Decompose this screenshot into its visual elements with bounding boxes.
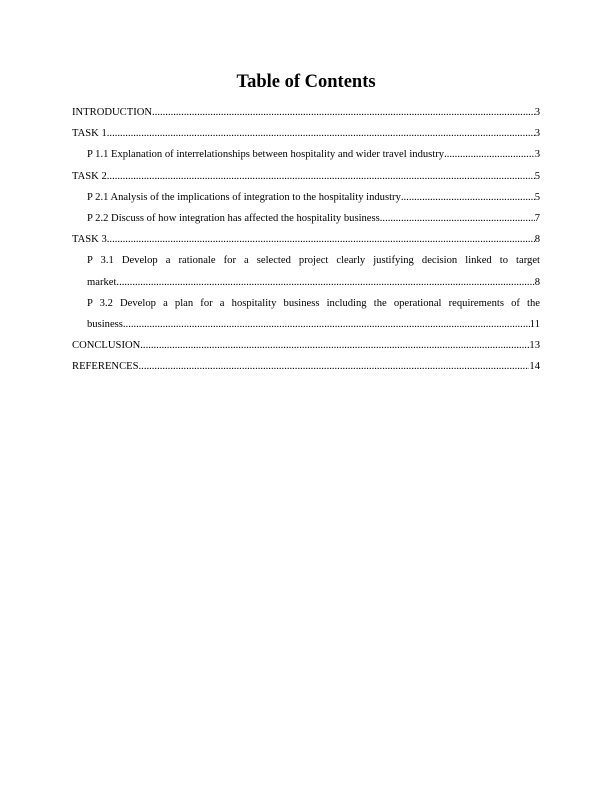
toc-entry-task-2[interactable] <box>72 166 540 187</box>
toc-entry-page: 14 <box>529 361 540 373</box>
dot-leader <box>123 314 530 335</box>
toc-entry-text: TASK 3 <box>72 234 107 246</box>
toc-entry-text-line2: business <box>87 319 123 331</box>
toc-entry-page: 7 <box>534 213 540 225</box>
dot-leader <box>140 335 529 356</box>
toc-entry-introduction[interactable] <box>72 102 540 123</box>
toc-entry-text: TASK 1 <box>72 128 107 140</box>
toc-entry-text-line1: P 3.2 Develop a plan for a hospitality business including the operational requirements of the <box>87 297 540 309</box>
toc-entry-page: 8 <box>534 234 540 246</box>
toc-entry-page: 13 <box>529 340 540 352</box>
dot-leader <box>107 229 535 250</box>
toc-entry-text: P 1.1 Explanation of interrelationships between hospitality and wider travel industry <box>87 149 445 161</box>
toc-entry-text: INTRODUCTION <box>72 107 153 118</box>
dot-leader <box>139 356 530 377</box>
dot-leader <box>152 102 535 123</box>
toc-entry-task-1[interactable] <box>72 123 540 144</box>
toc-entry-page: 3 <box>534 149 540 161</box>
toc-entry-page: 5 <box>534 170 540 182</box>
toc-list <box>72 102 540 378</box>
toc-entry-text: REFERENCES <box>72 361 139 373</box>
toc-entry-p-1-1[interactable] <box>72 144 540 165</box>
toc-title: Table of Contents <box>236 72 376 92</box>
toc-entry-page: 5 <box>534 191 540 203</box>
toc-entry-page: 3 <box>534 128 540 140</box>
toc-entry-text: TASK 2 <box>72 170 107 182</box>
toc-entry-p-2-1[interactable] <box>72 187 540 208</box>
dot-leader <box>444 144 535 165</box>
toc-entry-references[interactable] <box>72 356 540 377</box>
toc-entry-text: P 2.1 Analysis of the implications of integration to the hospitality industry <box>87 191 401 203</box>
dot-leader <box>107 166 535 187</box>
dot-leader <box>116 272 534 293</box>
toc-entry-page: 11 <box>529 319 540 331</box>
toc-entry-p-3-1[interactable] <box>72 250 540 292</box>
toc-entry-text: CONCLUSION <box>72 340 141 352</box>
toc-entry-page: 3 <box>534 107 540 118</box>
dot-leader <box>380 208 535 229</box>
toc-entry-text-line2: market <box>87 276 117 288</box>
toc-entry-page: 8 <box>534 276 540 288</box>
toc-entry-conclusion[interactable] <box>72 335 540 356</box>
dot-leader <box>401 187 535 208</box>
dot-leader <box>107 123 535 144</box>
toc-entry-p-2-2[interactable] <box>72 208 540 229</box>
toc-entry-p-3-2[interactable] <box>72 293 540 335</box>
toc-entry-text: P 2.2 Discuss of how integration has affected the hospitality business <box>87 213 380 225</box>
toc-entry-text-line1: P 3.1 Develop a rationale for a selected project clearly justifying decision linked to target <box>87 255 540 267</box>
toc-entry-task-3[interactable] <box>72 229 540 250</box>
